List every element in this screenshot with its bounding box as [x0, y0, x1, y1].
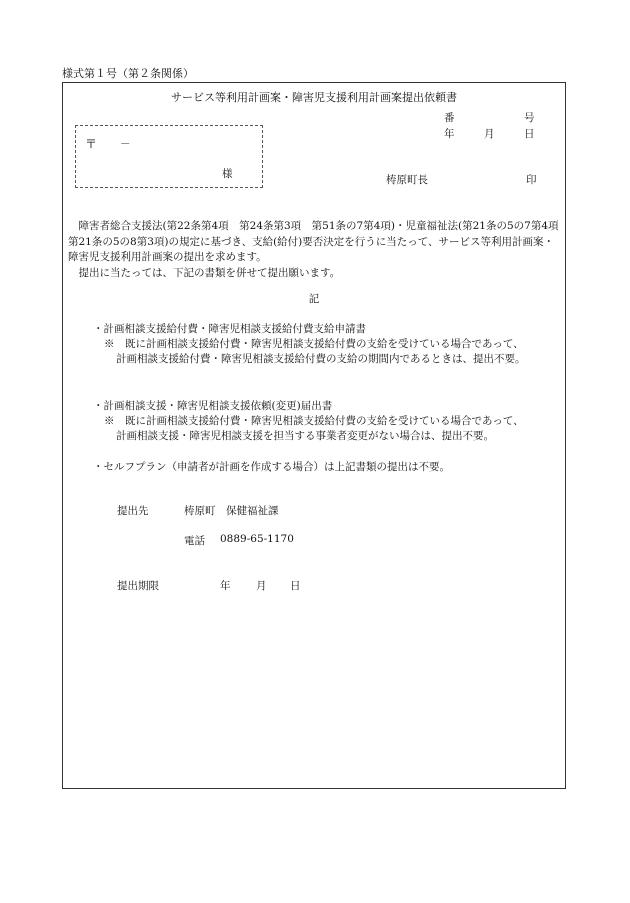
deadline-day-label: 日: [290, 580, 301, 592]
postal-code-dash: －: [120, 138, 131, 150]
list-item: ・計画相談支援・障害児相談支援依頼(変更)届出書: [93, 400, 333, 412]
form-number-label: 様式第１号（第２条関係）: [62, 67, 194, 80]
postal-mark: 〒: [85, 137, 98, 151]
deadline-year-label: 年: [220, 580, 231, 592]
list-item: ・セルフプラン（申請者が計画を作成する場合）は上記書類の提出は不要。: [93, 461, 450, 473]
list-item-note: ※ 既に計画相談支援給付費・障害児相談支援給付費の支給を受けている場合であって、: [104, 338, 524, 350]
issuer-mayor: 梼原町長: [386, 174, 428, 186]
list-item: ・計画相談支援給付費・障害児相談支援給付費支給申請書: [93, 323, 366, 335]
recipient-honorific: 様: [222, 168, 233, 180]
destination-value: 梼原町 保健福祉課: [184, 505, 279, 517]
document-title: サービス等利用計画案・障害児支援利用計画案提出依頼書: [171, 91, 457, 104]
date-month-label: 月: [484, 128, 495, 140]
body-paragraph: [68, 219, 569, 266]
recipient-address-box: [75, 125, 263, 188]
document-number-ban: 番: [444, 112, 455, 124]
list-item-note: 計画相談支援給付費・障害児相談支援給付費の支給の期間内であるときは、提出不要。: [116, 353, 526, 365]
notice-paragraph-text: 提出に当たっては、下記の書類を併せて提出願います。: [78, 267, 341, 279]
notice-paragraph: [68, 266, 562, 282]
seal-mark: 印: [526, 174, 537, 186]
list-item-note: 計画相談支援・障害児相談支援を担当する事業者変更がない場合は、提出不要。: [116, 430, 494, 442]
telephone-label: 電話: [184, 535, 205, 547]
ki-heading: 記: [308, 293, 320, 305]
date-day-label: 日: [524, 128, 535, 140]
destination-label: 提出先: [117, 505, 149, 517]
telephone-value: 0889-65-1170: [220, 533, 294, 545]
deadline-month-label: 月: [256, 580, 267, 592]
document-number-go: 号: [524, 112, 535, 124]
date-year-label: 年: [444, 128, 455, 140]
body-paragraph-text: 障害者総合支援法(第22条第4項 第24条第3項 第51条の7第4項)・児童福祉法(第21条の5の7第4項 第21条の5の8第3項)の規定に基づき、支給(給付)要否決定を行うに当たって、サービス等利用計画案・障害児支援利用計画案の提出を求めます。: [68, 220, 569, 263]
deadline-label: 提出期限: [117, 580, 159, 592]
list-item-note: ※ 既に計画相談支援給付費・障害児相談支援給付費の支給を受けている場合であって、: [104, 415, 524, 427]
